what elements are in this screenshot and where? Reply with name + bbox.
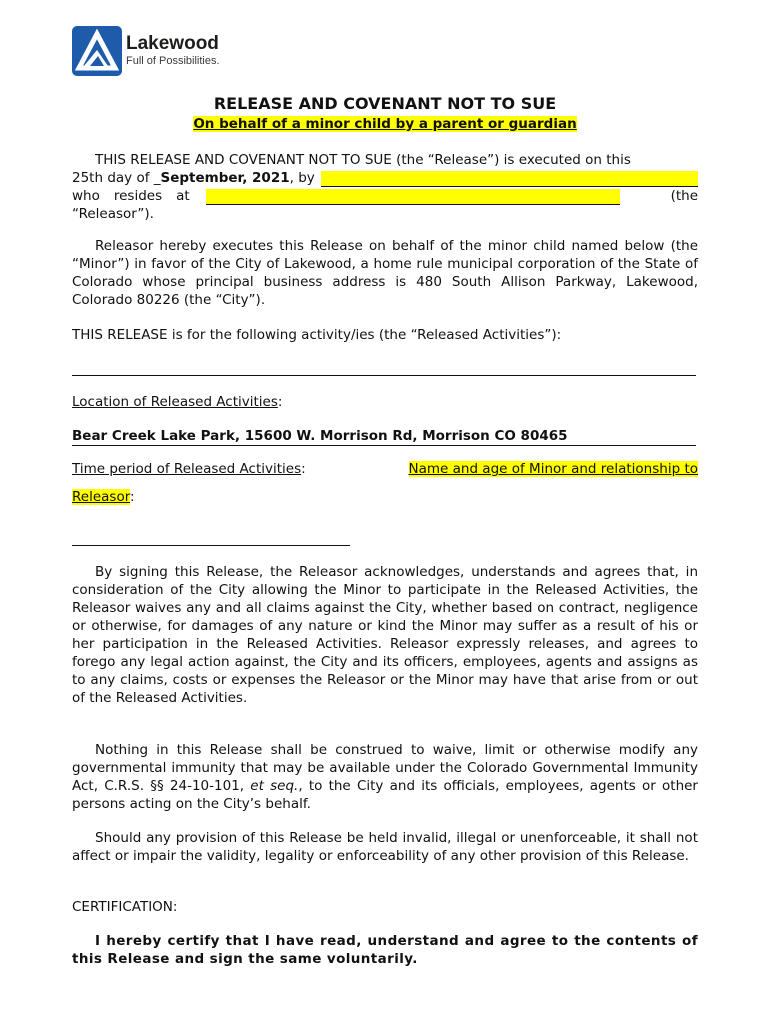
intro-line-1: THIS RELEASE AND COVENANT NOT TO SUE (the “Release”) is executed on this <box>95 152 631 168</box>
intro-line-3 <box>72 187 698 205</box>
document-subtitle <box>0 116 770 132</box>
immunity-text-a: Nothing in this Release shall be construed to waive, limit or otherwise modify any governmental immunity that may be available under the Colorado Governmental Immunity Act, C.R.S. §§ 24-10-101, <box>72 742 698 794</box>
lakewood-logo-icon <box>72 26 122 76</box>
location-value: Bear Creek Lake Park, 15600 W. Morrison Rd, Morrison CO 80465 <box>72 427 696 446</box>
subtitle-text: On behalf of a minor child by a parent or guardian <box>193 116 577 132</box>
location-colon: : <box>277 394 283 410</box>
document-title: RELEASE AND COVENANT NOT TO SUE <box>213 94 557 113</box>
lakewood-logo <box>72 26 220 76</box>
immunity-text-c: , to the City and its officials, employees, agents or other persons acting on the City’s behalf. <box>72 778 698 812</box>
intro-the: (the <box>670 188 698 204</box>
intro-line-2 <box>72 169 698 187</box>
minor-name-label-b: Releasor <box>72 489 131 505</box>
location-label-line <box>72 393 698 411</box>
intro-releasor: “Releasor”). <box>72 206 154 222</box>
minor-name-line-b <box>72 488 698 506</box>
immunity-et-seq: et seq. <box>250 778 299 794</box>
location-label: Location of Released Activities <box>72 394 278 410</box>
releasor-name-field[interactable] <box>321 171 698 187</box>
activities-label: THIS RELEASE is for the following activity/ies (the “Released Activities”): <box>72 327 562 343</box>
releasor-address-field[interactable] <box>206 189 620 205</box>
intro-date: September, 2021 <box>160 170 290 186</box>
time-period-colon: : <box>301 461 306 477</box>
intro-at: at <box>176 188 190 204</box>
logo-tagline: Full of Possibilities. <box>126 55 220 67</box>
paragraph-immunity <box>72 741 698 813</box>
certification-label: CERTIFICATION: <box>72 899 178 915</box>
activities-line[interactable] <box>72 375 696 376</box>
intro-by: , by <box>289 170 315 186</box>
intro-day-prefix: 25th day of _ <box>72 170 161 186</box>
intro-resides: resides <box>113 188 163 204</box>
minor-name-line-a <box>72 460 698 478</box>
minor-name-colon: : <box>130 489 135 505</box>
time-period-label: Time period of Released Activities <box>72 461 302 477</box>
minor-name-label-a: Name and age of Minor and relationship to <box>408 461 698 477</box>
paragraph-minor: Releasor hereby executes this Release on behalf of the minor child named below (the “Minor”) in favor of the City of Lakewood, a home rule municipal corporation of the State of Colorado whose principal business address is 480 South Allison Parkway, Lakewood, Colorado 80226 (the “City”). <box>72 238 698 308</box>
certification-text: I hereby certify that I have read, understand and agree to the contents of this Release and sign the same voluntarily. <box>72 933 698 967</box>
paragraph-signing: By signing this Release, the Releasor acknowledges, understands and agrees that, in consideration of the City allowing the Minor to participate in the Released Activities, the Releasor waives any and all claims against the City, whether based on contract, negligence or otherwise, for damages of any nature or kind the Minor may suffer as a result of his or her participation in the Released Activities. Releasor expressly releases, and agrees to forego any legal action against, the City and its officers, employees, agents and assigns as to any claims, costs or expenses the Releasor or the Minor may have that arise from or out of the Released Activities. <box>72 564 698 706</box>
intro-who: who <box>72 188 100 204</box>
time-period-line-field[interactable] <box>72 545 350 546</box>
logo-name: Lakewood <box>126 33 219 54</box>
paragraph-invalid: Should any provision of this Release be held invalid, illegal or unenforceable, it shall not affect or impair the validity, legality or enforceability of any other provision of this Release. <box>72 830 698 864</box>
